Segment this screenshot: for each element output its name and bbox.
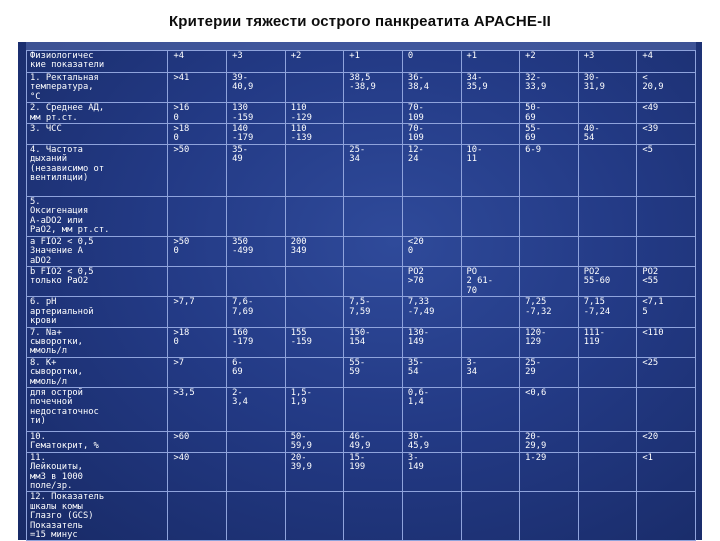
value-cell bbox=[402, 492, 461, 541]
value-cell: 150- 154 bbox=[344, 327, 403, 357]
value-cell bbox=[637, 492, 696, 541]
value-cell bbox=[461, 236, 520, 266]
value-cell: 1-29 bbox=[520, 452, 579, 492]
value-cell: 35- 54 bbox=[402, 357, 461, 387]
value-cell: <1 bbox=[637, 452, 696, 492]
table-row bbox=[27, 357, 696, 387]
value-cell bbox=[227, 196, 286, 236]
value-cell: 30- 45,9 bbox=[402, 431, 461, 452]
slide-title: Критерии тяжести острого панкреатита APACHE-II bbox=[168, 13, 552, 30]
value-cell: 25- 34 bbox=[344, 144, 403, 196]
table-row bbox=[27, 73, 696, 103]
value-cell bbox=[578, 236, 637, 266]
value-cell bbox=[344, 124, 403, 145]
value-cell: 3- 149 bbox=[402, 452, 461, 492]
row-label-cell: 10. Гематокрит, % bbox=[27, 431, 168, 452]
value-cell bbox=[461, 297, 520, 327]
value-cell: 39- 40,9 bbox=[227, 73, 286, 103]
value-cell: 110 -129 bbox=[285, 103, 344, 124]
value-cell: 7,6- 7,69 bbox=[227, 297, 286, 327]
row-label-cell: 2. Среднее АД, мм рт.ст. bbox=[27, 103, 168, 124]
value-cell bbox=[461, 196, 520, 236]
value-cell bbox=[578, 357, 637, 387]
value-cell: 70- 109 bbox=[402, 103, 461, 124]
value-cell bbox=[461, 124, 520, 145]
value-cell: PO2 <55 bbox=[637, 267, 696, 297]
value-cell: 6-9 bbox=[520, 144, 579, 196]
value-cell: 34- 35,9 bbox=[461, 73, 520, 103]
value-cell bbox=[461, 492, 520, 541]
value-cell bbox=[520, 492, 579, 541]
row-label-cell: 3. ЧСС bbox=[27, 124, 168, 145]
header-cell: +2 bbox=[285, 51, 344, 73]
row-label-cell: b FIO2 < 0,5 только PaO2 bbox=[27, 267, 168, 297]
value-cell: 1,5- 1,9 bbox=[285, 387, 344, 431]
value-cell bbox=[578, 492, 637, 541]
value-cell: 36- 38,4 bbox=[402, 73, 461, 103]
value-cell: 111- 119 bbox=[578, 327, 637, 357]
value-cell bbox=[285, 297, 344, 327]
row-label-cell: 12. Показатель шкалы комы Глазго (GCS) Показатель =15 минус bbox=[27, 492, 168, 541]
value-cell: 7,25 -7,32 bbox=[520, 297, 579, 327]
row-label-cell: 7. Na+ сыворотки, ммоль/л bbox=[27, 327, 168, 357]
value-cell: 160 -179 bbox=[227, 327, 286, 357]
table-header-row bbox=[27, 51, 696, 73]
value-cell: >50 0 bbox=[168, 236, 227, 266]
value-cell: 55- 59 bbox=[344, 357, 403, 387]
value-cell bbox=[344, 492, 403, 541]
value-cell bbox=[520, 267, 579, 297]
value-cell: 2- 3,4 bbox=[227, 387, 286, 431]
value-cell bbox=[227, 267, 286, 297]
header-cell: +1 bbox=[344, 51, 403, 73]
header-cell: +4 bbox=[168, 51, 227, 73]
value-cell bbox=[168, 196, 227, 236]
value-cell: <5 bbox=[637, 144, 696, 196]
header-cell: +1 bbox=[461, 51, 520, 73]
value-cell: 70- 109 bbox=[402, 124, 461, 145]
value-cell bbox=[227, 492, 286, 541]
row-label-cell: 5. Оксигенация A-aDO2 или PaO2, мм рт.ст. bbox=[27, 196, 168, 236]
table-row bbox=[27, 196, 696, 236]
apache-criteria-table bbox=[26, 50, 696, 541]
value-cell: >18 0 bbox=[168, 327, 227, 357]
value-cell: <49 bbox=[637, 103, 696, 124]
table-row bbox=[27, 267, 696, 297]
value-cell: 25- 29 bbox=[520, 357, 579, 387]
value-cell bbox=[227, 452, 286, 492]
value-cell bbox=[461, 103, 520, 124]
value-cell: 3- 34 bbox=[461, 357, 520, 387]
value-cell: >7 bbox=[168, 357, 227, 387]
value-cell bbox=[285, 357, 344, 387]
table-row bbox=[27, 492, 696, 541]
value-cell: >7,7 bbox=[168, 297, 227, 327]
value-cell: <0,6 bbox=[520, 387, 579, 431]
value-cell: 50- 69 bbox=[520, 103, 579, 124]
value-cell: 130- 149 bbox=[402, 327, 461, 357]
value-cell bbox=[578, 196, 637, 236]
value-cell bbox=[344, 387, 403, 431]
row-label-cell: 8. K+ сыворотки, ммоль/л bbox=[27, 357, 168, 387]
table-row bbox=[27, 124, 696, 145]
value-cell: 130 -159 bbox=[227, 103, 286, 124]
table-row bbox=[27, 327, 696, 357]
value-cell: PO2 >70 bbox=[402, 267, 461, 297]
table-row bbox=[27, 431, 696, 452]
value-cell bbox=[344, 196, 403, 236]
value-cell bbox=[461, 431, 520, 452]
value-cell bbox=[637, 387, 696, 431]
value-cell: <110 bbox=[637, 327, 696, 357]
value-cell bbox=[578, 387, 637, 431]
table-row bbox=[27, 387, 696, 431]
row-label-cell: 4. Частота дыханий (независимо от вентиляции) bbox=[27, 144, 168, 196]
value-cell bbox=[578, 452, 637, 492]
value-cell: <25 bbox=[637, 357, 696, 387]
value-cell: 30- 31,9 bbox=[578, 73, 637, 103]
value-cell: 20- 39,9 bbox=[285, 452, 344, 492]
value-cell: 155 -159 bbox=[285, 327, 344, 357]
value-cell bbox=[578, 144, 637, 196]
table-top-strip bbox=[26, 42, 696, 50]
value-cell: >40 bbox=[168, 452, 227, 492]
value-cell: 120- 129 bbox=[520, 327, 579, 357]
value-cell: <20 0 bbox=[402, 236, 461, 266]
table-row bbox=[27, 103, 696, 124]
row-label-cell: a FIO2 < 0,5 Значение A aDO2 bbox=[27, 236, 168, 266]
header-cell: +2 bbox=[520, 51, 579, 73]
value-cell: <7,1 5 bbox=[637, 297, 696, 327]
header-cell: +4 bbox=[637, 51, 696, 73]
value-cell bbox=[344, 103, 403, 124]
row-label-cell: для острой почечной недостаточнос ти) bbox=[27, 387, 168, 431]
value-cell: 40- 54 bbox=[578, 124, 637, 145]
header-cell: 0 bbox=[402, 51, 461, 73]
table-row bbox=[27, 297, 696, 327]
value-cell bbox=[461, 387, 520, 431]
value-cell bbox=[461, 452, 520, 492]
row-label-cell: 11. Лейкоциты, мм3 в 1000 поле/зр. bbox=[27, 452, 168, 492]
value-cell bbox=[285, 144, 344, 196]
value-cell bbox=[344, 236, 403, 266]
value-cell: 50- 59,9 bbox=[285, 431, 344, 452]
value-cell: 0,6- 1,4 bbox=[402, 387, 461, 431]
value-cell: 38,5 -38,9 bbox=[344, 73, 403, 103]
value-cell: 32- 33,9 bbox=[520, 73, 579, 103]
value-cell bbox=[285, 196, 344, 236]
value-cell bbox=[461, 327, 520, 357]
value-cell bbox=[402, 196, 461, 236]
value-cell bbox=[637, 236, 696, 266]
value-cell bbox=[285, 492, 344, 541]
value-cell: PO 2 61- 70 bbox=[461, 267, 520, 297]
value-cell: <39 bbox=[637, 124, 696, 145]
value-cell bbox=[637, 196, 696, 236]
table-row bbox=[27, 144, 696, 196]
header-cell: Физиологичес кие показатели bbox=[27, 51, 168, 73]
value-cell: >50 bbox=[168, 144, 227, 196]
table-row bbox=[27, 236, 696, 266]
value-cell: >41 bbox=[168, 73, 227, 103]
value-cell: 7,15 -7,24 bbox=[578, 297, 637, 327]
header-cell: +3 bbox=[227, 51, 286, 73]
value-cell bbox=[227, 431, 286, 452]
value-cell: >18 0 bbox=[168, 124, 227, 145]
value-cell bbox=[285, 73, 344, 103]
value-cell: >3,5 bbox=[168, 387, 227, 431]
value-cell bbox=[168, 492, 227, 541]
value-cell bbox=[520, 236, 579, 266]
row-label-cell: 1. Ректальная температура, °C bbox=[27, 73, 168, 103]
value-cell bbox=[578, 103, 637, 124]
row-label-cell: 6. pH артериальной крови bbox=[27, 297, 168, 327]
value-cell bbox=[344, 267, 403, 297]
value-cell: 350 -499 bbox=[227, 236, 286, 266]
value-cell bbox=[168, 267, 227, 297]
value-cell: 140 -179 bbox=[227, 124, 286, 145]
table-row bbox=[27, 452, 696, 492]
value-cell: <20 bbox=[637, 431, 696, 452]
value-cell: 200 349 bbox=[285, 236, 344, 266]
value-cell bbox=[578, 431, 637, 452]
value-cell: 6- 69 bbox=[227, 357, 286, 387]
value-cell bbox=[520, 196, 579, 236]
value-cell: 35- 49 bbox=[227, 144, 286, 196]
value-cell: 10- 11 bbox=[461, 144, 520, 196]
value-cell: >60 bbox=[168, 431, 227, 452]
value-cell: 55- 69 bbox=[520, 124, 579, 145]
value-cell: < 20,9 bbox=[637, 73, 696, 103]
value-cell: 46- 49,9 bbox=[344, 431, 403, 452]
value-cell: 110 -139 bbox=[285, 124, 344, 145]
value-cell: >16 0 bbox=[168, 103, 227, 124]
value-cell bbox=[285, 267, 344, 297]
value-cell: 20- 29,9 bbox=[520, 431, 579, 452]
value-cell: PO2 55-60 bbox=[578, 267, 637, 297]
header-cell: +3 bbox=[578, 51, 637, 73]
value-cell: 12- 24 bbox=[402, 144, 461, 196]
value-cell: 7,5- 7,59 bbox=[344, 297, 403, 327]
value-cell: 7,33 -7,49 bbox=[402, 297, 461, 327]
value-cell: 15- 199 bbox=[344, 452, 403, 492]
